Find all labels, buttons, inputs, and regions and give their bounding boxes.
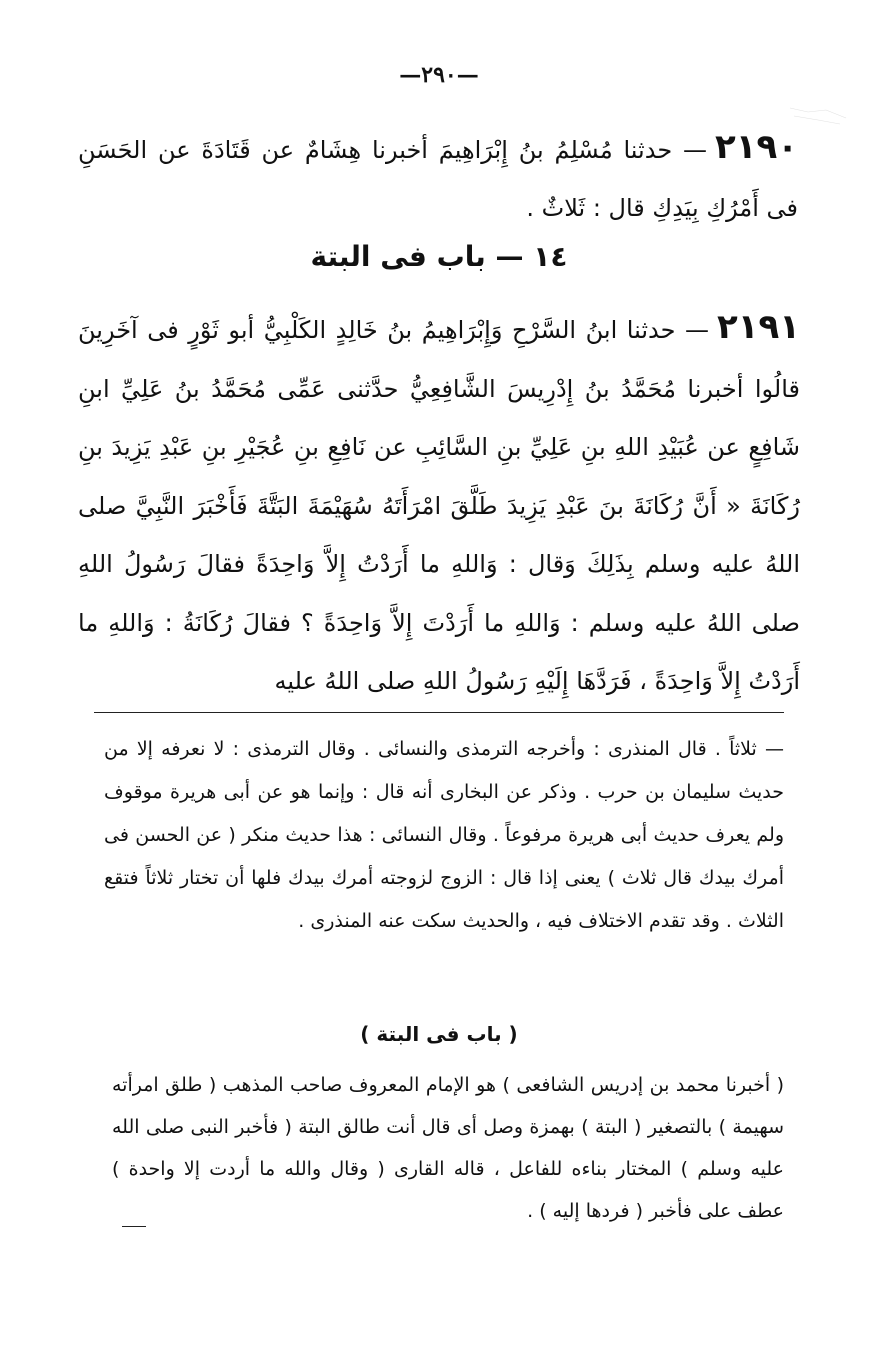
hadith-text: — حدثنا ابنُ السَّرْحِ وَإِبْرَاهِيمُ بنُ خَالِدٍ الكَلْبِيُّ أبو ثَوْرٍ فى آخَرِينَ قالُوا أخبرنا مُحَمَّدُ بنُ إِدْرِيسَ الشَّافِعِيُّ حدَّثنى عَمِّى مُحَمَّدُ بنُ عَلِيِّ ابنِ شَافِعٍ عن عُبَيْدِ اللهِ بنِ عَلِيِّ بنِ السَّائِبِ عن نَافِعِ بنِ عُجَيْرِ بنِ عَبْدِ يَزِيدَ بنِ رُكَانَةَ « أَنَّ رُكَانَةَ بنَ عَبْدِ يَزِيدَ طَلَّقَ امْرَأَتَهُ سُهَيْمَةَ البَتَّةَ فَأَخْبَرَ النَّبِيَّ صلى اللهُ عليه وسلم بِذَلِكَ وَقال : وَاللهِ ما أَرَدْتُ إِلاَّ وَاحِدَةً فقالَ رَسُولُ اللهِ صلى اللهُ عليه وسلم : وَاللهِ ما أَرَدْتَ إِلاَّ وَاحِدَةً ؟ فقالَ رُكَانَةُ : وَاللهِ ما أَرَدْتُ إِلاَّ وَاحِدَةً ، فَرَدَّهَا إِلَيْهِ رَسُولُ اللهِ صلى اللهُ عليه [78,316,800,695]
chapter-heading: ١٤ — باب فى البتة [310,240,568,273]
commentary-paragraph: — ثلاثاً . قال المنذرى : وأخرجه الترمذى والنسائى . وقال الترمذى : لا نعرفه إلا من حديث سليمان بن حرب . وذكر عن البخارى أنه قال : وإنما هو عن أبى هريرة موقوف ولم يعرف حديث أبى هريرة مرفوعاً . وقال النسائى : هذا حديث منكر ( عن الحسن فى أمرك بيدك قال ثلاث ) يعنى إذا قال : الزوج لزوجته أمرك بيدك فلها أن تختار ثلاثاً فتقع الثلاث . وقد تقدم الاختلاف فيه ، والحديث سكت عنه المنذرى . [104,738,784,932]
hadith-text: — حدثنا مُسْلِمُ بنُ إِبْرَاهِيمَ أخبرنا هِشَامٌ عن قَتَادَةَ عن الحَسَنِ فى أَمْرُكِ بِيَدِكِ قال : ثَلاثٌ . [78,136,798,222]
hadith-number: ٢١٩١ [716,307,800,347]
hadith-2190 [78,118,798,237]
commentary-subheading: ( باب فى البتة ) [360,1022,518,1046]
page-number: —٢٩٠— [399,62,479,88]
hadith-number: ٢١٩٠ [714,127,798,167]
footnote-divider [94,712,784,713]
hadith-2191 [78,298,800,711]
explanation-paragraph: ( أخبرنا محمد بن إدريس الشافعى ) هو الإمام المعروف صاحب المذهب ( طلق امرأته سهيمة ) بالتصغير ( البتة ) بهمزة وصل أى قال أنت طالق البتة ( فأخبر النبى صلى الله عليه وسلم ) المختار بناءه للفاعل ، قاله القارى ( وقال والله ما أردت إلا واحدة ) عطف على فأخبر ( فردها إليه ) . [112,1074,784,1222]
end-dash [122,1226,146,1227]
